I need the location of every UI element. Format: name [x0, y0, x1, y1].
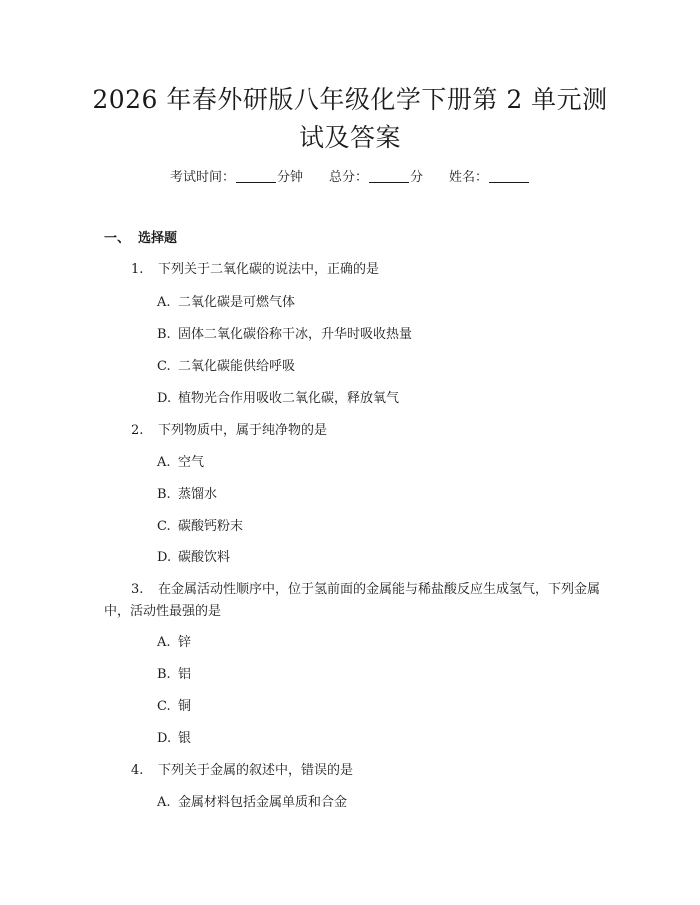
question-2 [131, 421, 327, 441]
q3-option-b [157, 665, 191, 685]
q2-option-a [157, 453, 204, 473]
section-title: 选择题 [138, 231, 178, 246]
exam-meta-line [0, 168, 700, 188]
option-text: 二氧化碳能供给呼吸 [178, 359, 296, 374]
question-text: 下列物质中，属于纯净物的是 [158, 423, 328, 438]
option-letter: B. [157, 667, 171, 682]
document-title-line-1: 2026 年春外研版八年级化学下册第 2 单元测 [92, 85, 608, 114]
q3-option-c [157, 697, 191, 717]
q2-option-d [157, 548, 230, 568]
score-blank [369, 168, 409, 183]
option-text: 植物光合作用吸收二氧化碳，释放氧气 [178, 391, 400, 406]
option-letter: A. [157, 635, 171, 650]
q1-option-b [157, 325, 412, 345]
question-text: 下列关于金属的叙述中，错误的是 [158, 763, 354, 778]
time-blank [236, 168, 276, 183]
q2-option-c [157, 517, 243, 537]
q4-option-a [157, 793, 347, 813]
option-text: 金属材料包括金属单质和合金 [178, 795, 348, 810]
section-heading [104, 229, 177, 249]
score-unit: 分 [410, 170, 424, 185]
question-4 [131, 761, 353, 781]
document-title-line-2: 试及答案 [298, 123, 401, 152]
option-text: 蒸馏水 [178, 487, 218, 502]
option-text: 碳酸饮料 [178, 550, 231, 565]
time-label: 考试时间： [169, 170, 235, 185]
option-letter: C. [157, 519, 171, 534]
time-unit: 分钟 [276, 170, 303, 185]
option-letter: A. [157, 455, 171, 470]
name-blank [489, 168, 529, 183]
q1-option-a [157, 293, 295, 313]
question-text: 下列关于二氧化碳的说法中，正确的是 [158, 262, 380, 277]
q3-option-a [157, 633, 191, 653]
question-number: 2. [131, 423, 144, 438]
option-text: 铝 [178, 667, 192, 682]
option-letter: D. [157, 391, 172, 406]
option-text: 固体二氧化碳俗称干冰，升华时吸收热量 [178, 327, 413, 342]
q1-option-d [157, 389, 399, 409]
question-3 [104, 579, 604, 623]
option-letter: D. [157, 550, 172, 565]
question-number: 3. [131, 582, 144, 597]
question-number: 1. [131, 262, 144, 277]
option-text: 碳酸钙粉末 [178, 519, 244, 534]
option-text: 铜 [178, 699, 192, 714]
section-number: 一、 [104, 231, 131, 246]
q1-option-c [157, 357, 295, 377]
question-1 [131, 260, 379, 280]
option-letter: D. [157, 731, 172, 746]
question-number: 4. [131, 763, 144, 778]
option-letter: A. [157, 795, 171, 810]
question-text: 在金属活动性顺序中，位于氢前面的金属能与稀盐酸反应生成氢气，下列金属中，活动性最强的是 [104, 582, 601, 619]
q3-option-d [157, 729, 191, 749]
option-letter: B. [157, 327, 171, 342]
option-letter: B. [157, 487, 171, 502]
option-letter: A. [157, 295, 171, 310]
q2-option-b [157, 485, 217, 505]
option-text: 锌 [178, 635, 192, 650]
name-label: 姓名： [449, 170, 489, 185]
option-text: 空气 [178, 455, 205, 470]
option-letter: C. [157, 359, 171, 374]
score-label: 总分： [328, 170, 368, 185]
option-text: 二氧化碳是可燃气体 [178, 295, 296, 310]
option-text: 银 [178, 731, 192, 746]
option-letter: C. [157, 699, 171, 714]
